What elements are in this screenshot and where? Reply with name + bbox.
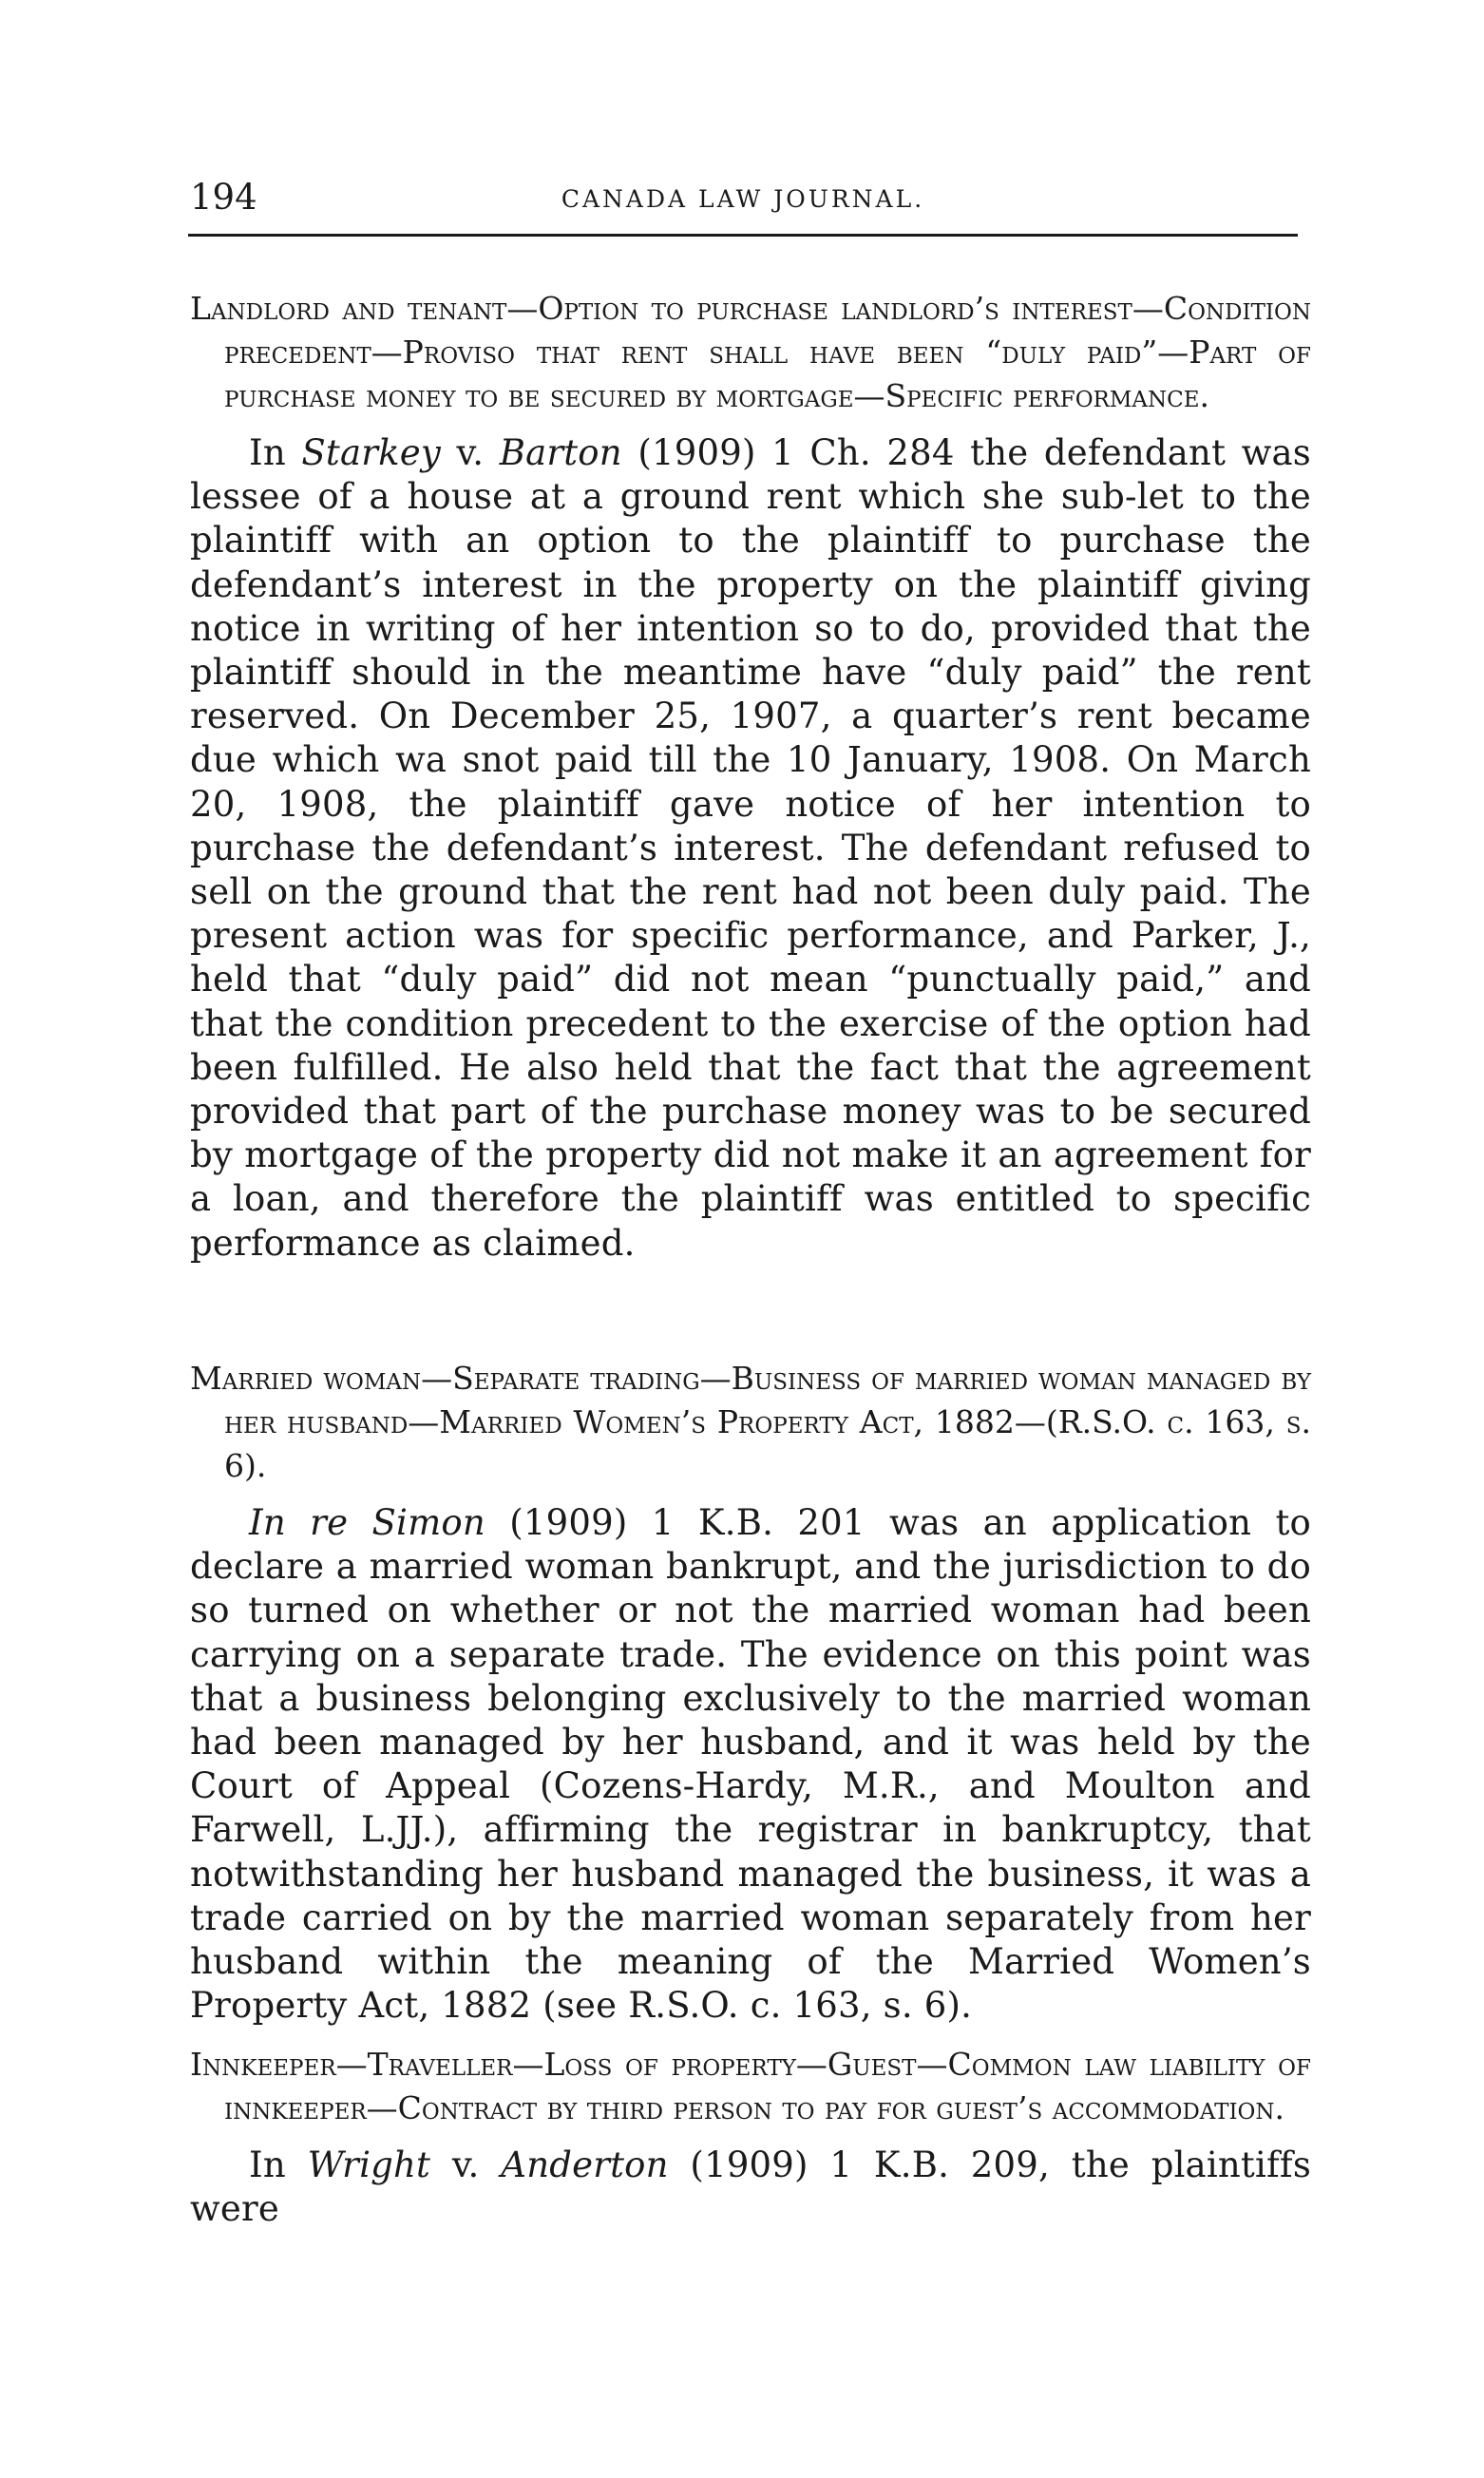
case-party-defendant: Anderton [501,2144,669,2185]
section-body [190,2144,1311,2231]
case-party-plaintiff: Starkey [301,432,441,473]
section-married-woman [190,1357,1311,2028]
lead-text: In [249,2144,308,2185]
section-body [190,1501,1311,2028]
body-text: (1909) 1 K.B. 201 was an application to declare a married woman bankrupt, and the jurisdiction to do so turned on whether or not the married woman had been carrying on a separate trade. The evidence on this point was that a business belonging exclusively to the married woman had been managed by her husband, and it was held by the Court of Appeal (Cozens-Hardy, M.R., and Moulton and Farwell, L.JJ.), affirming the registrar in bankruptcy, that notwithstanding her husband managed the business, it was a trade carried on by the married woman separately from her husband within the meaning of the Married Women’s Property Act, 1882 (see R.S.O. c. 163, s. 6). [190,1502,1312,2027]
section-landlord-tenant [190,287,1311,1266]
running-title: CANADA LAW JOURNAL. [561,185,925,213]
section-heading: Innkeeper—Traveller—Loss of property—Guest—Common law liability of innkeeper—Contract by third person to pay for guest’s accommodation. [190,2046,1311,2126]
body-text: (1909) 1 Ch. 284 the defendant was lessee of a house at a ground rent which she sub-let to the plaintiff with an option to the plaintiff to purchase the defendant’s interest in the property on the plaintiff giving notice in writing of her intention so to do, provided that the plaintiff should in the meantime have “duly paid” the rent reserved. On December 25, 1907, a quarter’s rent became due which wa snot paid till the 10 January, 1908. On March 20, 1908, the plaintiff gave notice of her intention to purchase the defendant’s interest. The defendant refused to sell on the ground that the rent had not been duly paid. The present action was for specific performance, and Parker, J., held that “duly paid” did not mean “punctually paid,” and that the condition precedent to the exercise of the option had been fulfilled. He also held that the fact that the agreement provided that part of the purchase money was to be secured by mortgage of the property did not make it an agreement for a loan, and therefore the plaintiff was entitled to specific performance as claimed. [190,432,1311,1264]
page-header [188,177,1298,237]
section-heading: Married woman—Separate trading—Business of married woman managed by her husband—Married Women’s Property Act, 1882—(R.S.O. c. 163, s. 6). [190,1360,1311,1484]
versus-text: v. [440,432,500,473]
versus-text: v. [430,2144,502,2185]
section-heading: Landlord and tenant—Option to purchase landlord’s interest—Condition precedent—Proviso that rent shall have been “duly paid”—Part of purchase money to be secured by mortgage—Specific performance. [190,290,1311,414]
body-text: (1909) 1 K.B. 209, the plaintiffs were [190,2144,1312,2230]
case-title: In re Simon [249,1502,485,1543]
case-party-defendant: Barton [499,432,622,473]
case-party-plaintiff: Wright [307,2144,431,2185]
lead-text: In [249,432,302,473]
section-innkeeper [190,2043,1311,2231]
page-number: 194 [190,177,257,218]
section-body [190,431,1311,1266]
